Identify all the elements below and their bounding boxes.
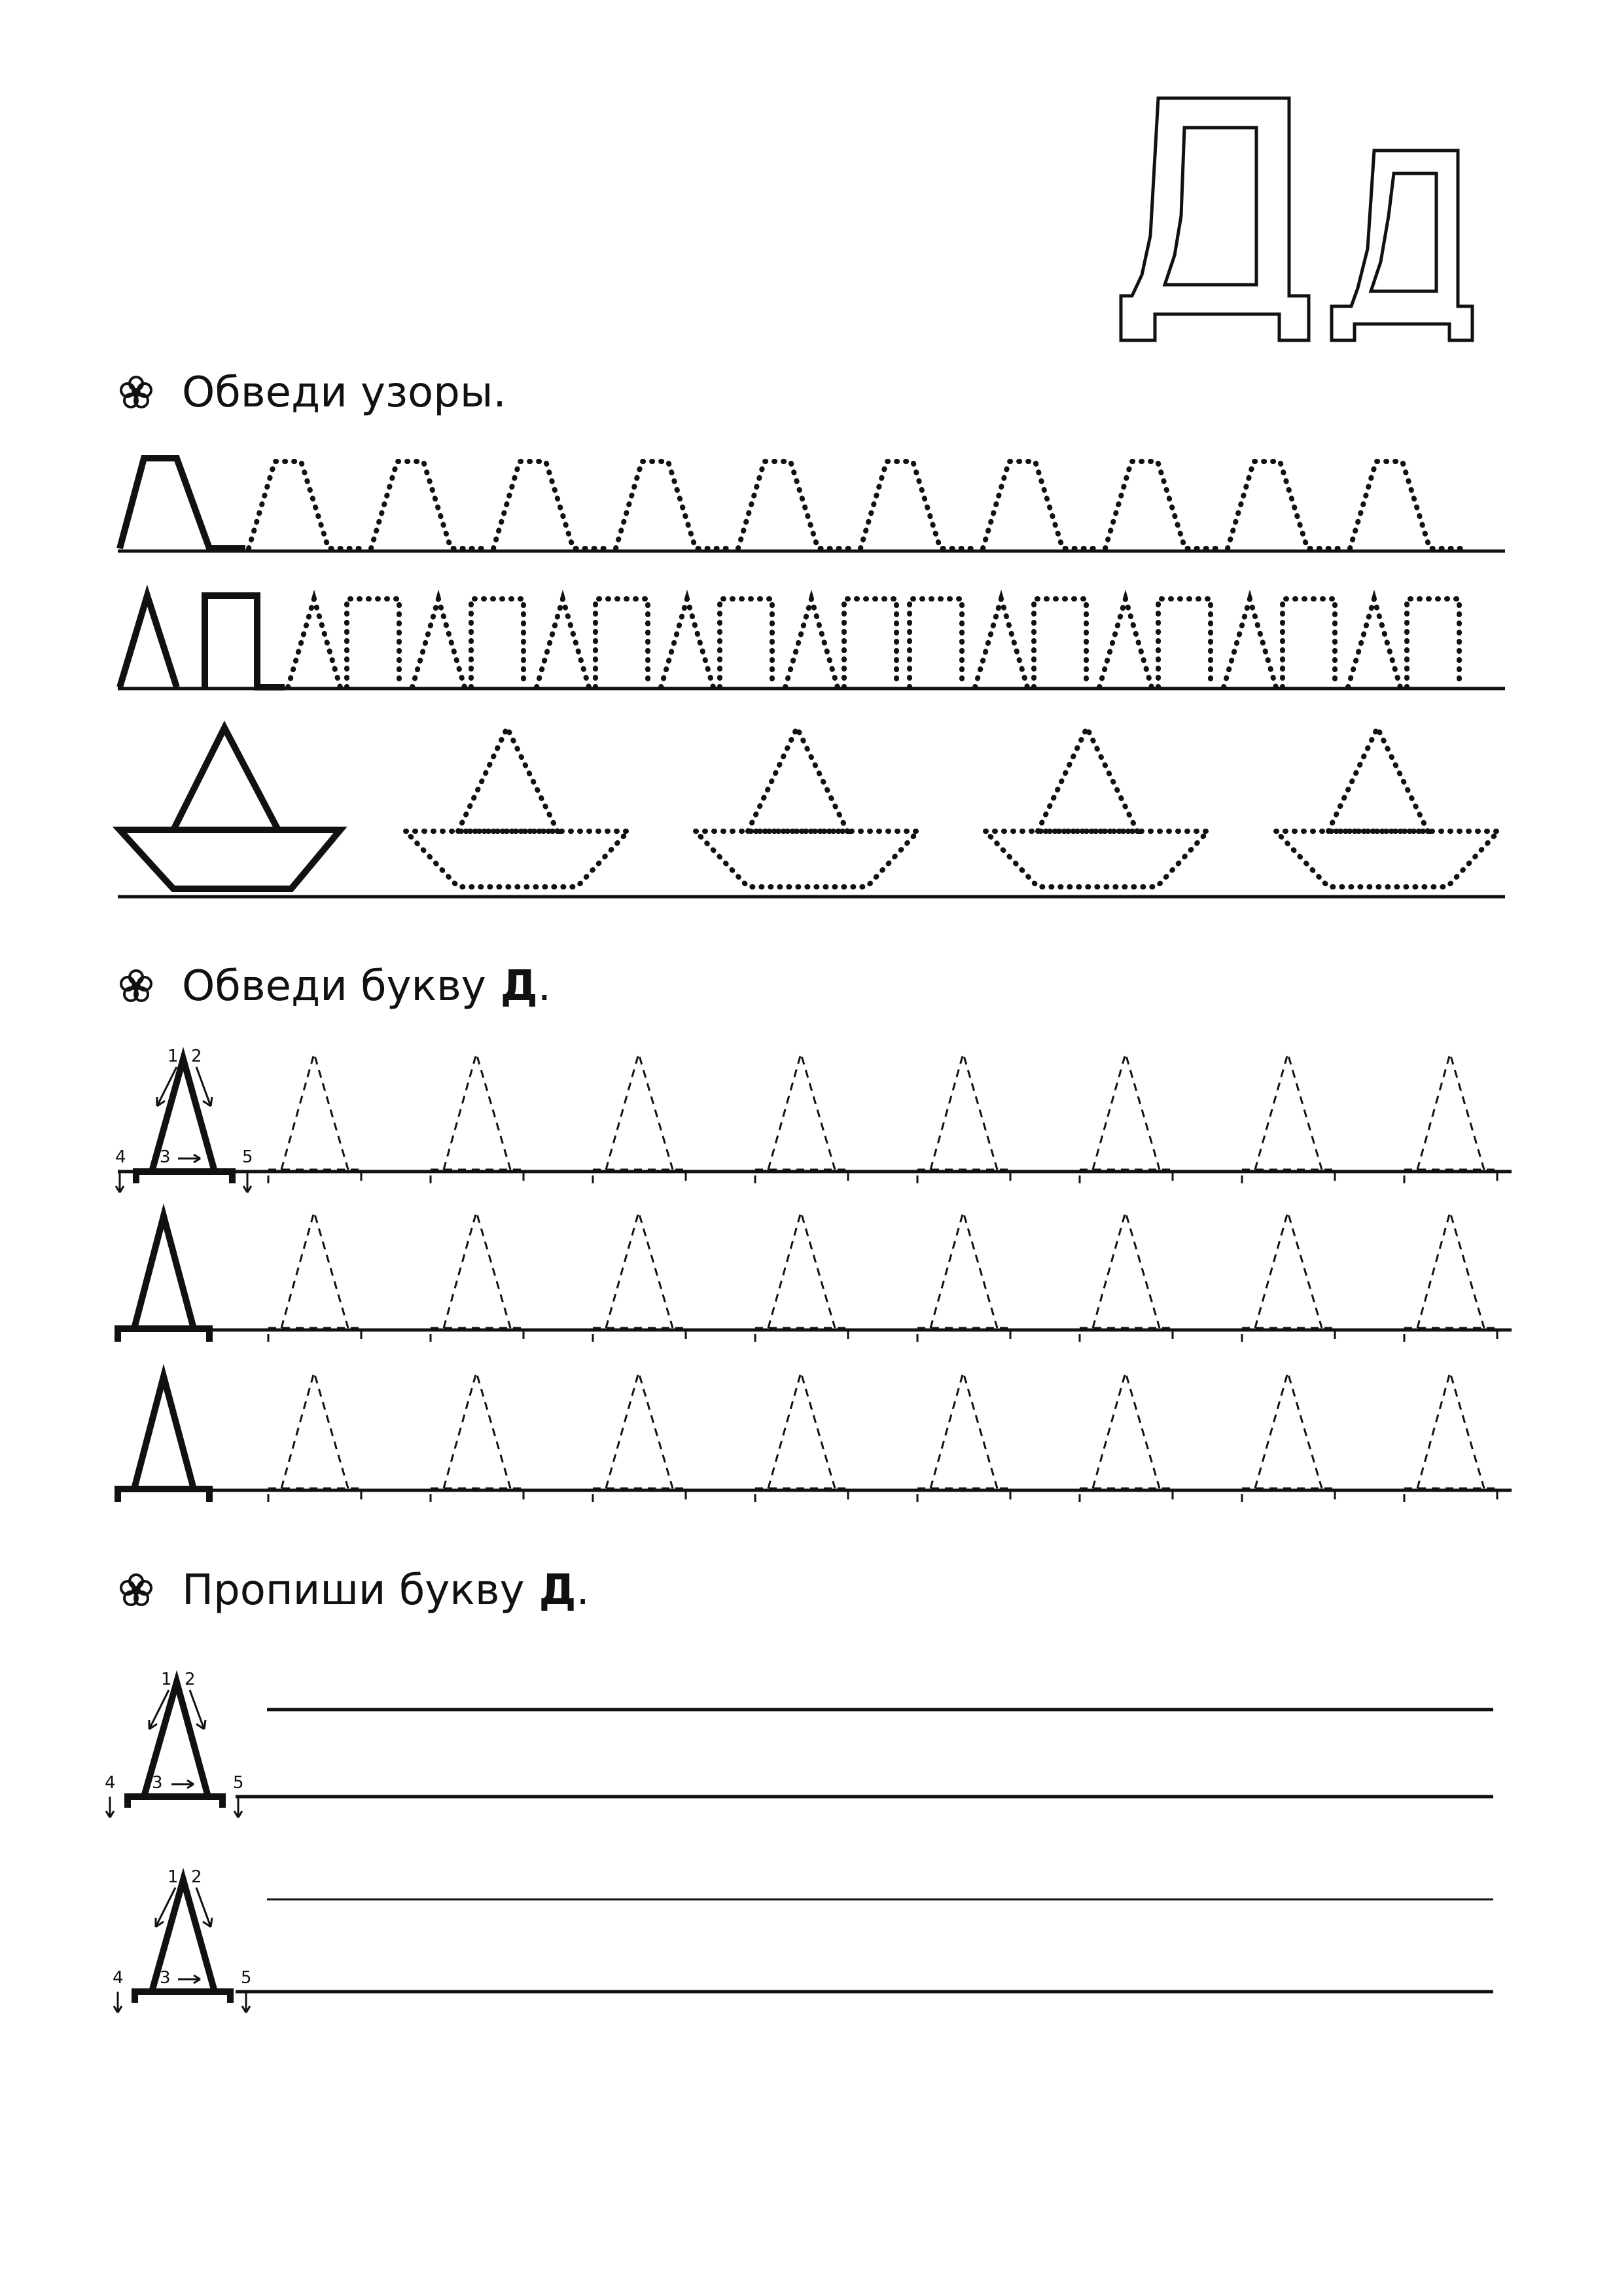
section-write-instruction: Пропиши букву xyxy=(182,1566,525,1615)
pattern-row-3-sample xyxy=(120,728,340,889)
svg-text:3: 3 xyxy=(160,1968,171,1988)
svg-text:3: 3 xyxy=(152,1773,163,1793)
trace-dashed-letter xyxy=(1255,1372,1322,1488)
trace-dashed-letter xyxy=(1093,1212,1160,1328)
trace-dashed-letter xyxy=(444,1372,510,1488)
section-write-heading xyxy=(116,1561,590,1620)
svg-text:1: 1 xyxy=(161,1670,172,1689)
trace-dashed-letter xyxy=(1255,1054,1322,1170)
trace-dashed-letter xyxy=(1093,1054,1160,1170)
pattern-row-1-dotted-shape xyxy=(1105,461,1216,548)
section-trace-letter: Д xyxy=(500,962,538,1011)
stroke-number-1: 1 xyxy=(168,1047,179,1066)
section-patterns-instruction: Обведи узоры. xyxy=(182,368,506,417)
section-write-punct: . xyxy=(576,1566,590,1615)
trace-dashed-letter xyxy=(281,1372,348,1488)
trace-letter-rows xyxy=(0,1034,1613,1545)
pattern-row-2-dotted-square xyxy=(844,599,896,687)
trace-dashed-letter xyxy=(444,1054,510,1170)
flower-icon xyxy=(116,1571,156,1610)
pattern-row-1-dotted-shape xyxy=(1228,461,1339,548)
pattern-row-2-dotted-square xyxy=(595,599,648,687)
write-row-1-sample xyxy=(128,1682,222,1808)
stroke-number-2: 2 xyxy=(191,1047,202,1066)
pattern-row-3-dotted-hull xyxy=(985,831,1208,887)
header-letter-lower xyxy=(1332,151,1472,340)
trace-dashed-letter xyxy=(281,1212,348,1328)
section-trace-punct: . xyxy=(537,962,552,1011)
trace-dashed-letter xyxy=(1417,1372,1484,1488)
pattern-row-3-dotted-hull xyxy=(406,831,628,887)
write-row-2-sample xyxy=(135,1880,230,2003)
pattern-row-2-dotted-square xyxy=(347,599,399,687)
pattern-row-1-dotted-shape xyxy=(493,461,605,548)
flower-icon xyxy=(116,967,156,1006)
section-write-letter: Д xyxy=(539,1566,576,1615)
pattern-row-3-dotted-hull xyxy=(1276,831,1498,887)
header-letters xyxy=(0,0,1613,367)
pattern-row-2-dotted-triangle xyxy=(1099,599,1152,687)
pattern-row-2-dotted-triangle xyxy=(1224,599,1276,687)
pattern-row-2-dotted-square xyxy=(1158,599,1211,687)
pattern-row-2-dotted-triangle xyxy=(288,599,340,687)
pattern-row-2-dotted-square xyxy=(910,599,962,687)
header-letter-upper xyxy=(1121,98,1309,340)
svg-text:4: 4 xyxy=(113,1968,124,1988)
trace-dashed-letter xyxy=(606,1212,673,1328)
stroke-number-5: 5 xyxy=(242,1147,253,1167)
pattern-row-1-sample xyxy=(120,458,245,548)
trace-dashed-letter xyxy=(606,1054,673,1170)
stroke-number-4: 4 xyxy=(115,1147,126,1167)
trace-dashed-letter xyxy=(768,1054,835,1170)
svg-text:5: 5 xyxy=(233,1773,244,1793)
pattern-row-2-dotted-triangle xyxy=(975,599,1027,687)
trace-dashed-letter xyxy=(931,1372,997,1488)
section-trace-instruction: Обведи букву xyxy=(182,962,486,1011)
svg-text:1: 1 xyxy=(168,1867,179,1887)
pattern-row-2-dotted-square xyxy=(720,599,772,687)
pattern-row-3-dotted-sail xyxy=(458,728,558,831)
stroke-number-3: 3 xyxy=(160,1147,171,1167)
trace-dashed-letter xyxy=(768,1212,835,1328)
pattern-row-2-dotted-triangle xyxy=(1348,599,1400,687)
pattern-row-1-dotted-shape xyxy=(860,461,972,548)
pattern-row-1-dotted-shape xyxy=(738,461,849,548)
pattern-row-2-dotted xyxy=(288,599,1459,687)
trace-row-2-sample xyxy=(118,1216,209,1342)
trace-dashed-letter xyxy=(281,1054,348,1170)
pattern-row-2-dotted-triangle xyxy=(412,599,465,687)
trace-dashed-letter xyxy=(606,1372,673,1488)
pattern-row-2-dotted-square xyxy=(471,599,523,687)
trace-dashed-letter xyxy=(931,1212,997,1328)
pattern-row-1-dotted-shape xyxy=(616,461,727,548)
trace-dashed-letter xyxy=(444,1212,510,1328)
trace-dashed-letters xyxy=(268,1054,1497,1502)
pattern-row-3-dotted-sail xyxy=(1328,728,1428,831)
pattern-row-3-dotted xyxy=(406,728,1498,887)
trace-dashed-letter xyxy=(1093,1372,1160,1488)
svg-text:2: 2 xyxy=(185,1670,196,1689)
pattern-row-1-dotted-shape xyxy=(1350,461,1461,548)
pattern-row-1-dotted-shape xyxy=(249,461,360,548)
pattern-row-2-dotted-triangle xyxy=(537,599,589,687)
trace-dashed-letter xyxy=(1417,1212,1484,1328)
pattern-row-2-dotted-square xyxy=(1283,599,1335,687)
pattern-rows xyxy=(0,425,1613,916)
pattern-row-2-dotted-triangle xyxy=(785,599,838,687)
write-letter-rows xyxy=(0,1649,1613,2075)
pattern-row-1-dotted xyxy=(249,461,1461,548)
pattern-row-2-dotted-square xyxy=(1407,599,1459,687)
pattern-row-2-dotted-triangle xyxy=(661,599,713,687)
svg-text:4: 4 xyxy=(105,1773,116,1793)
pattern-row-3-dotted-sail xyxy=(1038,728,1137,831)
trace-dashed-letter xyxy=(1417,1054,1484,1170)
svg-text:2: 2 xyxy=(191,1867,202,1887)
trace-row-3-sample xyxy=(118,1376,209,1502)
trace-dashed-letter xyxy=(768,1372,835,1488)
pattern-row-2-sample xyxy=(120,596,285,687)
trace-row-1-sample xyxy=(136,1059,232,1183)
section-patterns-heading xyxy=(116,363,506,422)
section-trace-heading xyxy=(116,957,551,1016)
flower-icon xyxy=(116,373,156,412)
svg-text:5: 5 xyxy=(241,1968,252,1988)
pattern-row-1-dotted-shape xyxy=(983,461,1094,548)
trace-dashed-letter xyxy=(931,1054,997,1170)
pattern-row-3-dotted-sail xyxy=(748,728,847,831)
pattern-row-2-dotted-square xyxy=(1034,599,1086,687)
pattern-row-3-dotted-hull xyxy=(696,831,918,887)
pattern-row-1-dotted-shape xyxy=(371,461,482,548)
trace-dashed-letter xyxy=(1255,1212,1322,1328)
